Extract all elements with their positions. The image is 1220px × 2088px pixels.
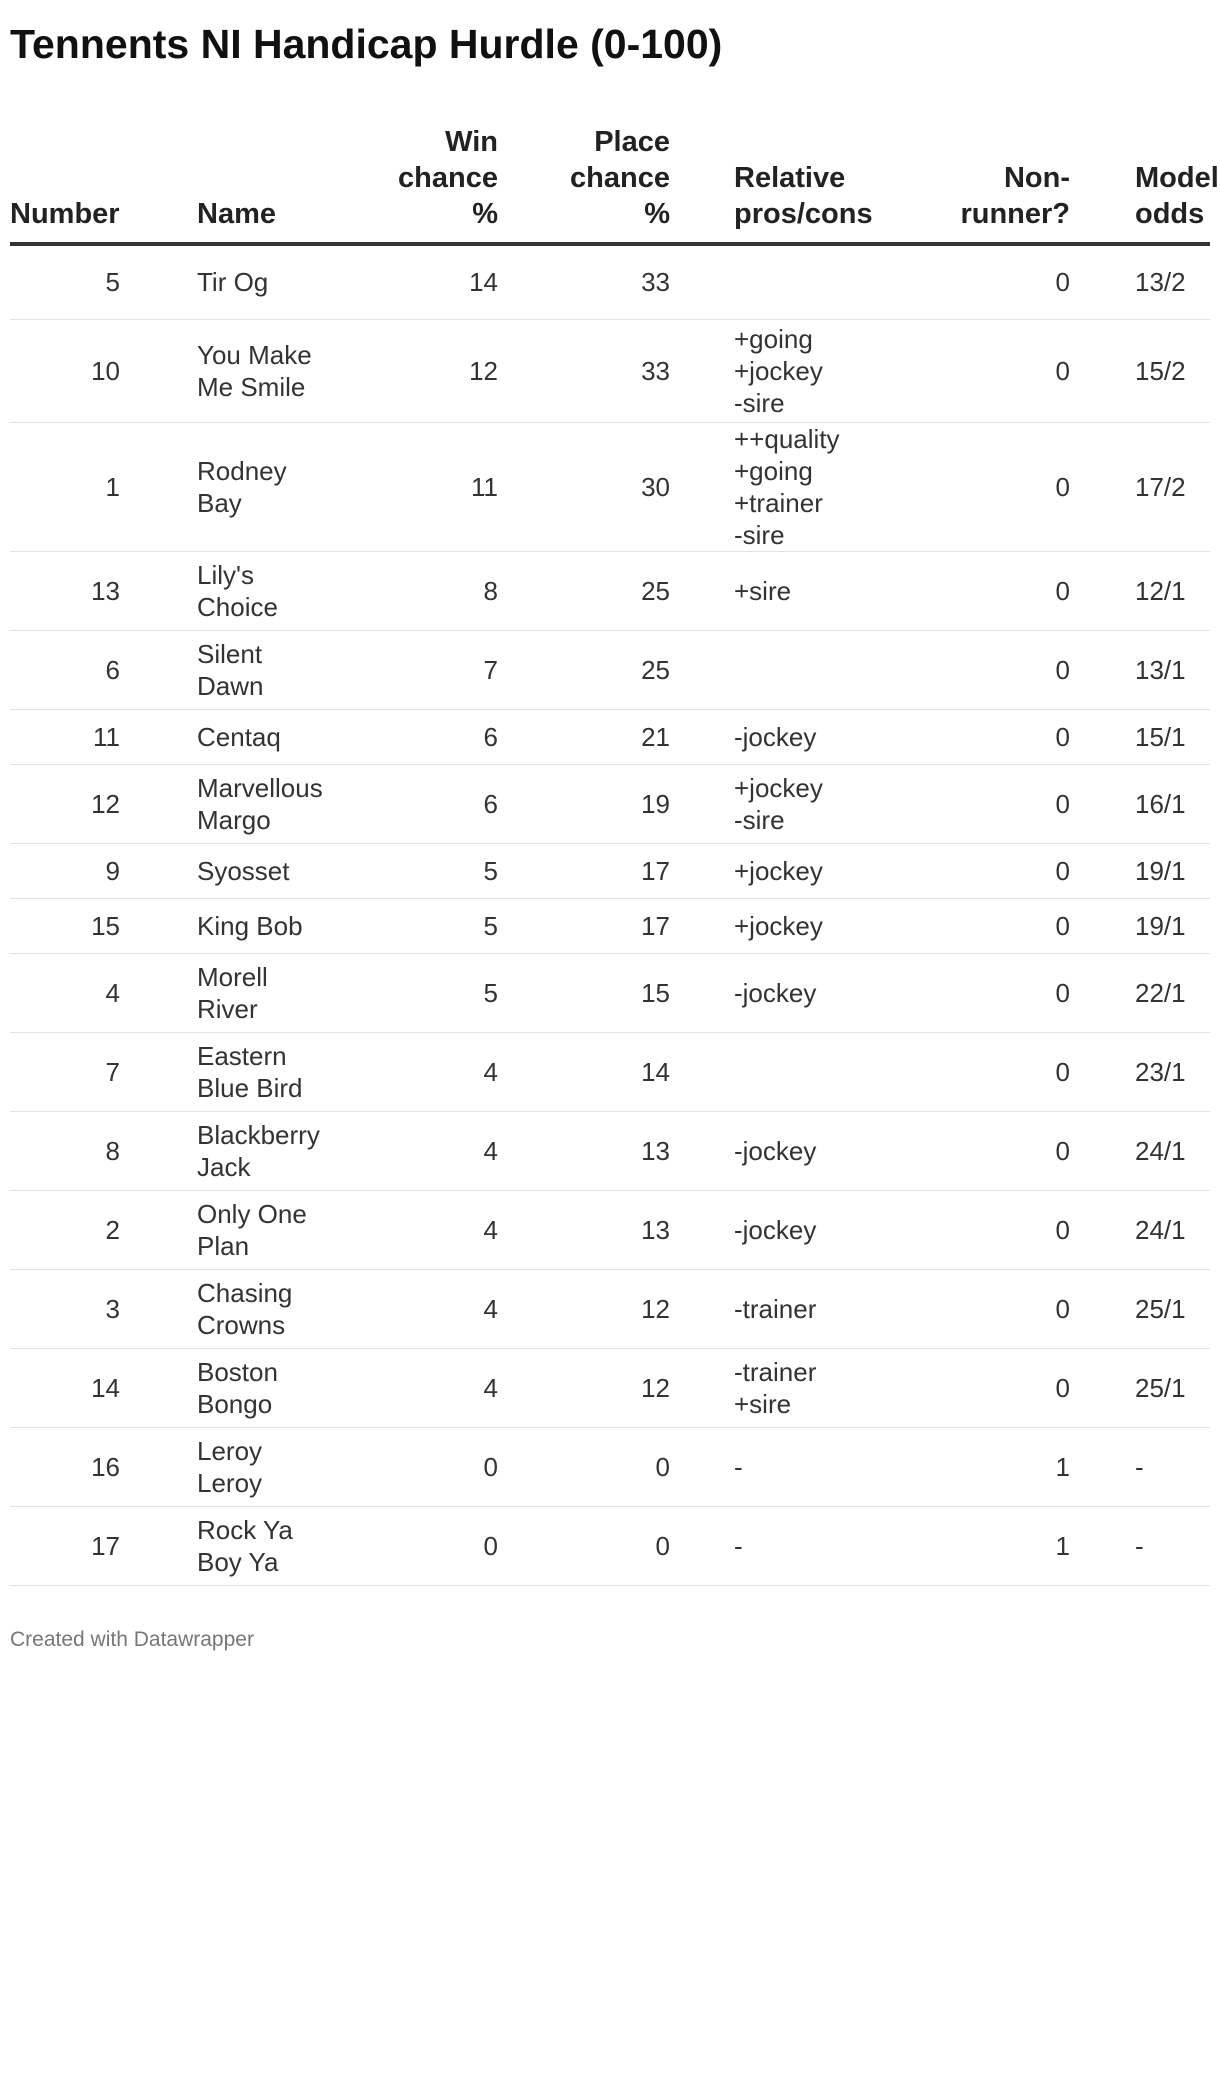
cell-non-runner [890, 898, 1070, 953]
cell-number-text: 12 [91, 788, 120, 819]
cell-win-chance-text: 8 [483, 575, 498, 606]
cell-pros-cons-text: +jockey [734, 910, 823, 941]
cell-place-chance [498, 1269, 670, 1348]
cell-number [10, 709, 120, 764]
cell-pros-cons [670, 1032, 890, 1111]
cell-model-odds-text: 25/1 [1135, 1293, 1186, 1324]
cell-name-text: Tir Og [197, 267, 269, 298]
cell-non-runner-text: 1 [1055, 1451, 1070, 1482]
cell-non-runner-text: 0 [1055, 575, 1070, 606]
table-row [10, 843, 1210, 898]
runners-table [10, 124, 1219, 1586]
cell-non-runner-text: 0 [1055, 788, 1070, 819]
cell-non-runner-text: 0 [1055, 267, 1070, 298]
cell-model-odds [1070, 1269, 1210, 1348]
cell-name [120, 422, 320, 551]
cell-number-text: 16 [91, 1451, 120, 1482]
cell-non-runner [890, 1032, 1070, 1111]
cell-model-odds-text: 16/1 [1135, 788, 1186, 819]
cell-non-runner-text: 0 [1055, 855, 1070, 886]
cell-name-text: Boston Bongo [197, 1356, 278, 1419]
cell-model-odds [1070, 422, 1210, 551]
cell-non-runner-text: 0 [1055, 1135, 1070, 1166]
cell-place-chance-text: 17 [641, 910, 670, 941]
cell-model-odds [1070, 551, 1210, 630]
cell-pros-cons-text: -jockey [734, 1135, 817, 1166]
cell-name [120, 244, 320, 319]
col-header-place-chance[interactable]: Place chance % [498, 124, 670, 244]
col-header-pros-cons[interactable]: Relative pros/cons [670, 124, 890, 244]
table-row [10, 1348, 1210, 1427]
cell-non-runner-text: 0 [1055, 1056, 1070, 1087]
cell-model-odds [1070, 630, 1210, 709]
cell-number-text: 4 [105, 977, 120, 1008]
cell-pros-cons-text: +going +jockey -sire [734, 323, 823, 418]
cell-pros-cons [670, 1427, 890, 1506]
table-row [10, 1032, 1210, 1111]
cell-place-chance [498, 843, 670, 898]
cell-pros-cons [670, 1506, 890, 1585]
cell-model-odds [1070, 1190, 1210, 1269]
cell-model-odds [1070, 319, 1210, 422]
cell-pros-cons [670, 551, 890, 630]
cell-name [120, 1348, 320, 1427]
cell-name-text: Silent Dawn [197, 638, 264, 701]
cell-win-chance [320, 1348, 498, 1427]
cell-model-odds [1070, 1506, 1210, 1585]
cell-model-odds-text: 15/2 [1135, 355, 1186, 386]
cell-place-chance [498, 1032, 670, 1111]
cell-model-odds-text: 25/1 [1135, 1372, 1186, 1403]
table-row [10, 709, 1210, 764]
cell-win-chance-text: 6 [483, 788, 498, 819]
cell-place-chance-text: 33 [641, 355, 670, 386]
cell-pros-cons-text: -jockey [734, 721, 817, 752]
cell-number [10, 319, 120, 422]
cell-non-runner [890, 551, 1070, 630]
cell-number [10, 843, 120, 898]
cell-non-runner [890, 709, 1070, 764]
cell-non-runner-text: 0 [1055, 355, 1070, 386]
cell-number-text: 3 [105, 1293, 120, 1324]
cell-number-text: 17 [91, 1530, 120, 1561]
cell-model-odds [1070, 1032, 1210, 1111]
cell-pros-cons [670, 422, 890, 551]
cell-win-chance-text: 5 [483, 910, 498, 941]
cell-non-runner-text: 1 [1055, 1530, 1070, 1561]
cell-number [10, 244, 120, 319]
table-row [10, 1111, 1210, 1190]
cell-pros-cons [670, 843, 890, 898]
cell-pros-cons [670, 953, 890, 1032]
cell-non-runner [890, 422, 1070, 551]
cell-number-text: 15 [91, 910, 120, 941]
cell-win-chance-text: 4 [483, 1372, 498, 1403]
cell-name-text: King Bob [197, 910, 303, 941]
cell-win-chance-text: 4 [483, 1135, 498, 1166]
cell-model-odds-text: 13/2 [1135, 267, 1186, 298]
cell-win-chance-text: 14 [469, 267, 498, 298]
cell-place-chance [498, 1348, 670, 1427]
cell-number-text: 2 [105, 1214, 120, 1245]
cell-model-odds-text: - [1135, 1530, 1144, 1561]
cell-number-text: 1 [105, 471, 120, 502]
cell-pros-cons-text: - [734, 1530, 743, 1561]
cell-model-odds-text: 17/2 [1135, 471, 1186, 502]
col-header-model-odds[interactable]: Model odds [1070, 124, 1210, 244]
table-row [10, 422, 1210, 551]
cell-place-chance-text: 25 [641, 654, 670, 685]
cell-non-runner [890, 1506, 1070, 1585]
cell-win-chance-text: 5 [483, 977, 498, 1008]
cell-place-chance-text: 12 [641, 1372, 670, 1403]
cell-name [120, 1032, 320, 1111]
cell-non-runner-text: 0 [1055, 1293, 1070, 1324]
table-row [10, 1190, 1210, 1269]
cell-name-text: Centaq [197, 721, 281, 752]
cell-place-chance-text: 17 [641, 855, 670, 886]
cell-non-runner-text: 0 [1055, 910, 1070, 941]
cell-name-text: Lily's Choice [197, 559, 278, 622]
cell-place-chance [498, 898, 670, 953]
cell-number-text: 5 [105, 267, 120, 298]
cell-number-text: 10 [91, 355, 120, 386]
cell-model-odds-text: 24/1 [1135, 1214, 1186, 1245]
cell-number [10, 551, 120, 630]
cell-pros-cons [670, 898, 890, 953]
cell-model-odds [1070, 764, 1210, 843]
cell-number-text: 14 [91, 1372, 120, 1403]
cell-name-text: You Make Me Smile [197, 339, 312, 402]
cell-win-chance-text: 4 [483, 1056, 498, 1087]
cell-pros-cons-text: +jockey -sire [734, 772, 823, 835]
cell-pros-cons-text: ++quality +going +trainer -sire [734, 423, 840, 550]
cell-name [120, 953, 320, 1032]
cell-win-chance-text: 0 [483, 1530, 498, 1561]
footer-credit: Created with Datawrapper [10, 1627, 254, 1651]
cell-number [10, 1506, 120, 1585]
cell-model-odds [1070, 709, 1210, 764]
cell-name-text: Leroy Leroy [197, 1435, 263, 1498]
cell-pros-cons [670, 1111, 890, 1190]
cell-win-chance [320, 1111, 498, 1190]
cell-place-chance [498, 1427, 670, 1506]
cell-model-odds [1070, 244, 1210, 319]
cell-non-runner-text: 0 [1055, 471, 1070, 502]
cell-name-text: Eastern Blue Bird [197, 1040, 303, 1103]
cell-place-chance-text: 14 [641, 1056, 670, 1087]
cell-place-chance-text: 12 [641, 1293, 670, 1324]
cell-place-chance [498, 953, 670, 1032]
cell-place-chance-text: 25 [641, 575, 670, 606]
cell-pros-cons-text: -trainer +sire [734, 1356, 817, 1419]
cell-model-odds-text: 23/1 [1135, 1056, 1186, 1087]
cell-name [120, 764, 323, 843]
cell-pros-cons [670, 1269, 890, 1348]
col-header-name[interactable]: Name [120, 124, 320, 244]
cell-number [10, 1190, 120, 1269]
cell-win-chance [320, 1032, 498, 1111]
cell-win-chance [320, 764, 498, 843]
cell-name [120, 1269, 320, 1348]
cell-win-chance-text: 7 [483, 654, 498, 685]
cell-name [120, 1427, 320, 1506]
cell-model-odds [1070, 1348, 1210, 1427]
table-row [10, 319, 1210, 422]
cell-name [120, 1111, 320, 1190]
table-row [10, 551, 1210, 630]
cell-name-text: Only One Plan [197, 1198, 307, 1261]
cell-place-chance [498, 244, 670, 319]
cell-pros-cons-text: -jockey [734, 1214, 817, 1245]
cell-place-chance-text: 33 [641, 267, 670, 298]
cell-pros-cons [670, 1190, 890, 1269]
cell-win-chance [320, 709, 498, 764]
cell-number-text: 9 [105, 855, 120, 886]
cell-model-odds-text: 12/1 [1135, 575, 1186, 606]
cell-model-odds [1070, 1111, 1210, 1190]
cell-name-text: Chasing Crowns [197, 1277, 293, 1340]
cell-name-text: Rodney Bay [197, 455, 287, 518]
cell-number [10, 953, 120, 1032]
cell-win-chance-text: 4 [483, 1293, 498, 1324]
cell-win-chance-text: 6 [483, 721, 498, 752]
cell-pros-cons-text: -trainer [734, 1293, 817, 1324]
cell-non-runner-text: 0 [1055, 654, 1070, 685]
cell-non-runner-text: 0 [1055, 977, 1070, 1008]
cell-number [10, 1348, 120, 1427]
col-header-non-runner[interactable]: Non- runner? [890, 124, 1070, 244]
cell-model-odds-text: 15/1 [1135, 721, 1186, 752]
cell-non-runner [890, 244, 1070, 319]
cell-non-runner [890, 764, 1070, 843]
cell-place-chance-text: 21 [641, 721, 670, 752]
cell-non-runner [890, 1190, 1070, 1269]
table-row [10, 953, 1210, 1032]
cell-number [10, 630, 120, 709]
table-row [10, 764, 1210, 843]
cell-win-chance [320, 1506, 498, 1585]
cell-number-text: 11 [93, 721, 120, 752]
cell-place-chance [498, 422, 670, 551]
table-row [10, 898, 1210, 953]
table-row [10, 1427, 1210, 1506]
cell-number-text: 8 [105, 1135, 120, 1166]
cell-non-runner [890, 319, 1070, 422]
cell-model-odds [1070, 1427, 1210, 1506]
cell-model-odds [1070, 898, 1210, 953]
cell-number [10, 1111, 120, 1190]
cell-win-chance [320, 1427, 498, 1506]
cell-model-odds-text: 13/1 [1135, 654, 1186, 685]
table-body [10, 244, 1210, 1585]
cell-name [120, 843, 320, 898]
col-header-number[interactable]: Number [10, 124, 120, 244]
cell-model-odds [1070, 843, 1210, 898]
cell-place-chance-text: 13 [641, 1214, 670, 1245]
cell-model-odds [1070, 953, 1210, 1032]
table-title: Tennents NI Handicap Hurdle (0-100) [10, 21, 723, 67]
cell-win-chance [320, 422, 498, 551]
cell-non-runner-text: 0 [1055, 721, 1070, 752]
cell-number-text: 7 [105, 1056, 120, 1087]
cell-place-chance [498, 630, 670, 709]
cell-win-chance [320, 898, 498, 953]
cell-place-chance [498, 764, 670, 843]
cell-model-odds-text: 19/1 [1135, 855, 1186, 886]
cell-name [120, 709, 320, 764]
cell-non-runner-text: 0 [1055, 1214, 1070, 1245]
cell-model-odds-text: 19/1 [1135, 910, 1186, 941]
cell-place-chance [498, 709, 670, 764]
table-row [10, 1269, 1210, 1348]
cell-pros-cons-text: +sire [734, 575, 792, 606]
cell-place-chance-text: 19 [641, 788, 670, 819]
cell-place-chance-text: 30 [641, 471, 670, 502]
cell-name [120, 551, 320, 630]
cell-win-chance [320, 630, 498, 709]
header-row [10, 124, 1210, 244]
cell-number [10, 764, 120, 843]
table-row [10, 244, 1210, 319]
cell-win-chance [320, 319, 498, 422]
cell-pros-cons [670, 630, 890, 709]
cell-name [120, 630, 320, 709]
cell-non-runner [890, 843, 1070, 898]
cell-win-chance [320, 843, 498, 898]
cell-pros-cons [670, 764, 890, 843]
cell-name [120, 1190, 320, 1269]
cell-place-chance-text: 0 [655, 1530, 670, 1561]
cell-pros-cons-text: - [734, 1451, 743, 1482]
cell-win-chance-text: 12 [469, 355, 498, 386]
cell-place-chance-text: 13 [641, 1135, 670, 1166]
cell-number-text: 6 [105, 654, 120, 685]
cell-win-chance [320, 1269, 498, 1348]
cell-win-chance [320, 244, 498, 319]
cell-place-chance [498, 1111, 670, 1190]
cell-model-odds-text: - [1135, 1451, 1144, 1482]
cell-win-chance-text: 0 [483, 1451, 498, 1482]
cell-win-chance-text: 5 [483, 855, 498, 886]
table-row [10, 1506, 1210, 1585]
cell-win-chance [320, 1190, 498, 1269]
cell-win-chance [320, 953, 498, 1032]
cell-place-chance [498, 1506, 670, 1585]
cell-win-chance [320, 551, 498, 630]
cell-non-runner [890, 630, 1070, 709]
cell-name-text: Blackberry Jack [197, 1119, 320, 1182]
cell-name-text: Morell River [197, 961, 268, 1024]
cell-name [120, 898, 320, 953]
cell-pros-cons-text: -jockey [734, 977, 817, 1008]
cell-non-runner [890, 1348, 1070, 1427]
cell-name-text: Rock Ya Boy Ya [197, 1514, 293, 1577]
cell-model-odds-text: 24/1 [1135, 1135, 1186, 1166]
cell-name [120, 1506, 320, 1585]
cell-number [10, 1427, 120, 1506]
cell-win-chance-text: 4 [483, 1214, 498, 1245]
cell-number [10, 422, 120, 551]
cell-non-runner [890, 1111, 1070, 1190]
cell-name-text: Syosset [197, 855, 290, 886]
cell-pros-cons [670, 709, 890, 764]
cell-non-runner [890, 1427, 1070, 1506]
cell-place-chance-text: 0 [655, 1451, 670, 1482]
cell-place-chance [498, 551, 670, 630]
cell-non-runner [890, 1269, 1070, 1348]
cell-model-odds-text: 22/1 [1135, 977, 1186, 1008]
cell-number [10, 898, 120, 953]
col-header-win-chance[interactable]: Win chance % [320, 124, 498, 244]
cell-non-runner [890, 953, 1070, 1032]
cell-number [10, 1032, 120, 1111]
cell-pros-cons [670, 1348, 890, 1427]
cell-win-chance-text: 11 [471, 471, 498, 502]
cell-place-chance [498, 1190, 670, 1269]
table-row [10, 630, 1210, 709]
cell-number [10, 1269, 120, 1348]
cell-pros-cons [670, 319, 890, 422]
cell-place-chance-text: 15 [641, 977, 670, 1008]
cell-number-text: 13 [91, 575, 120, 606]
cell-name-text: Marvellous Margo [197, 772, 323, 835]
cell-pros-cons-text: +jockey [734, 855, 823, 886]
cell-non-runner-text: 0 [1055, 1372, 1070, 1403]
cell-name [120, 319, 320, 422]
cell-pros-cons [670, 244, 890, 319]
cell-place-chance [498, 319, 670, 422]
